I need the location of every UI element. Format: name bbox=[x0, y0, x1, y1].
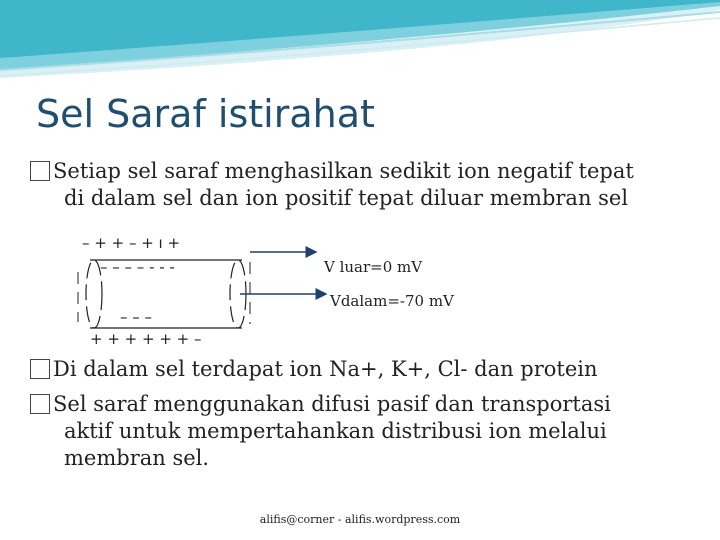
label-outside-voltage: V luar=0 mV bbox=[324, 258, 423, 276]
bullet-2-line-1: Di dalam sel terdapat ion Na+, K+, Cl- dan protein bbox=[30, 357, 598, 381]
bullet-3-line-3: membran sel. bbox=[64, 446, 210, 470]
nerve-cell-diagram bbox=[60, 232, 480, 352]
bullet-1-line-2: di dalam sel dan ion positif tepat diluar membran sel bbox=[64, 186, 629, 210]
bullet-1-line-1: Setiap sel saraf menghasilkan sedikit ion negatif tepat bbox=[30, 159, 634, 183]
inner-signs: – – – bbox=[120, 308, 153, 326]
bullet-3 bbox=[30, 391, 611, 472]
header-wave-decoration bbox=[0, 0, 720, 80]
bullet-2 bbox=[30, 356, 598, 383]
top-outside-signs: – + + – + ı + bbox=[82, 234, 181, 252]
bullet-3-line-2: aktif untuk mempertahankan distribusi ion melalui bbox=[64, 419, 607, 443]
footer-credit: alifis@corner - alifis.wordpress.com bbox=[259, 513, 461, 526]
bullet-3-line-1: Sel saraf menggunakan difusi pasif dan transportasi bbox=[30, 392, 611, 416]
bullet-marker-icon bbox=[30, 161, 50, 181]
top-inside-signs: – – – – - - - bbox=[100, 258, 175, 276]
label-inside-voltage: Vdalam=-70 mV bbox=[330, 292, 454, 310]
bullet-1 bbox=[30, 158, 634, 212]
bottom-outside-signs: + + + + + + – bbox=[90, 330, 202, 348]
slide-title: Sel Saraf istirahat bbox=[36, 92, 375, 136]
cylinder-left-end bbox=[86, 260, 102, 328]
bullet-marker-icon bbox=[30, 359, 50, 379]
bullet-marker-icon bbox=[30, 394, 50, 414]
